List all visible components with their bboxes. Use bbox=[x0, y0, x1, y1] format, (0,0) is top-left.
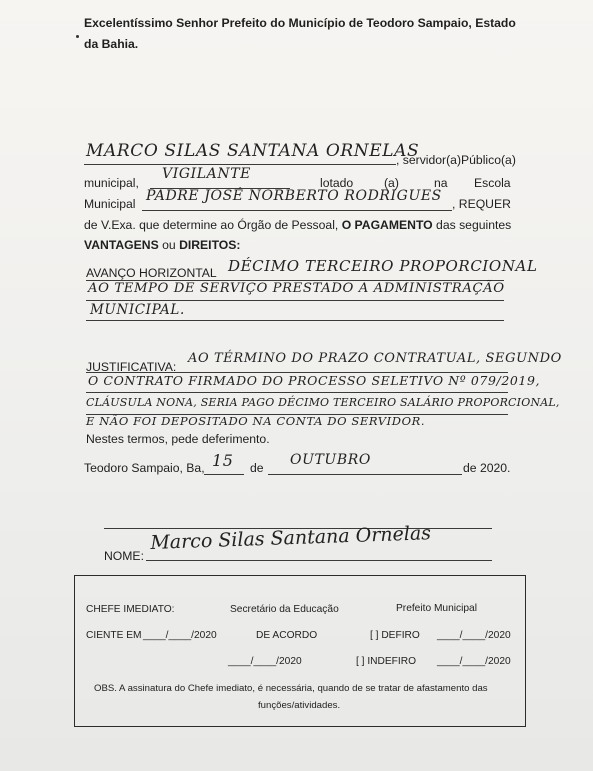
justification-line-4: E NÃO FOI DEPOSITADO NA CONTA DO SERVIDOR. bbox=[86, 414, 426, 428]
signature-underline bbox=[146, 560, 492, 561]
name-label: NOME: bbox=[104, 549, 144, 563]
municipal2-label: Municipal bbox=[84, 197, 136, 211]
ciente-label: CIENTE EM bbox=[86, 630, 142, 641]
servidor-label: , servidor(a)Público(a) bbox=[396, 153, 516, 167]
justification-underline-2 bbox=[86, 392, 508, 393]
obs-line-2: funções/atividades. bbox=[258, 700, 341, 711]
role-value: VIGILANTE bbox=[162, 166, 251, 182]
prefeito-label: Prefeito Municipal bbox=[396, 603, 477, 614]
chefe-label: CHEFE IMEDIATO: bbox=[86, 604, 175, 615]
school-underline bbox=[142, 210, 452, 211]
indefiro-date: ____/____/2020 bbox=[437, 656, 511, 667]
secretario-label: Secretário da Educação bbox=[230, 604, 339, 615]
justification-line-2: O CONTRATO FIRMADO DO PROCESSO SELETIVO Nº 079/2019, bbox=[88, 373, 541, 388]
advantage-underline-3 bbox=[86, 320, 504, 321]
closing-text: Nestes termos, pede deferimento. bbox=[86, 432, 270, 446]
obs-line-1: OBS. A assinatura do Chefe imediato, é necessária, quando de se tratar de afastamento das bbox=[94, 683, 488, 694]
defiro-label: [ ] DEFIRO bbox=[370, 630, 420, 641]
date-year-label: de 2020. bbox=[463, 461, 511, 475]
date-day-underline bbox=[204, 474, 244, 475]
advantage-underline-2 bbox=[86, 300, 504, 301]
advantage-line-1: DÉCIMO TERCEIRO PROPORCIONAL bbox=[228, 257, 538, 275]
date-day: 15 bbox=[212, 451, 234, 470]
requester-name: MARCO SILAS SANTANA ORNELAS bbox=[86, 141, 420, 161]
school-value: PADRE JOSÉ NORBERTO RODRIGUES bbox=[146, 188, 442, 204]
date-month-underline bbox=[268, 474, 462, 475]
request-line-4: VANTAGENS ou DIREITOS: bbox=[84, 238, 241, 252]
justification-line-1: AO TÉRMINO DO PRAZO CONTRATUAL, SEGUNDO bbox=[188, 351, 562, 366]
lotado-label: lotado bbox=[320, 176, 354, 190]
header-line-2: da Bahia. bbox=[84, 37, 139, 51]
date-de-label: de bbox=[250, 461, 264, 475]
header-line-1: Excelentíssimo Senhor Prefeito do Município de Teodoro Sampaio, Estado bbox=[84, 16, 516, 30]
advantage-line-2: AO TEMPO DE SERVIÇO PRESTADO A ADMINISTRAÇÃO bbox=[88, 281, 505, 296]
defiro-date: ____/____/2020 bbox=[437, 630, 511, 641]
requer-label: , REQUER bbox=[452, 197, 511, 211]
name-underline bbox=[84, 164, 396, 165]
handwritten-signature: Marco Silas Santana Ornelas bbox=[150, 522, 432, 554]
justification-line-3: CLÁUSULA NONA, SERIA PAGO DÉCIMO TERCEIRO SALÁRIO PROPORCIONAL, bbox=[86, 396, 560, 409]
request-line-3: de V.Exa. que determine ao Órgão de Pessoal, O PAGAMENTO das seguintes bbox=[84, 218, 512, 232]
stray-mark bbox=[76, 35, 79, 38]
advantage-label: AVANÇO HORIZONTAL bbox=[86, 266, 217, 280]
ciente-date: ____/____/2020 bbox=[143, 630, 217, 641]
justification-label: JUSTIFICATIVA: bbox=[86, 360, 177, 374]
a-label: (a) bbox=[384, 176, 399, 190]
date-month: OUTUBRO bbox=[290, 452, 371, 468]
de-acordo-label: DE ACORDO bbox=[256, 630, 318, 641]
escola-label: Escola bbox=[474, 176, 511, 190]
secretario-date: ____/____/2020 bbox=[228, 656, 302, 667]
date-city-label: Teodoro Sampaio, Ba, bbox=[84, 461, 205, 475]
indefiro-label: [ ] INDEFIRO bbox=[356, 656, 416, 667]
advantage-line-3: MUNICIPAL. bbox=[90, 302, 185, 318]
na-label: na bbox=[434, 176, 448, 190]
municipal-label: municipal, bbox=[84, 176, 139, 190]
